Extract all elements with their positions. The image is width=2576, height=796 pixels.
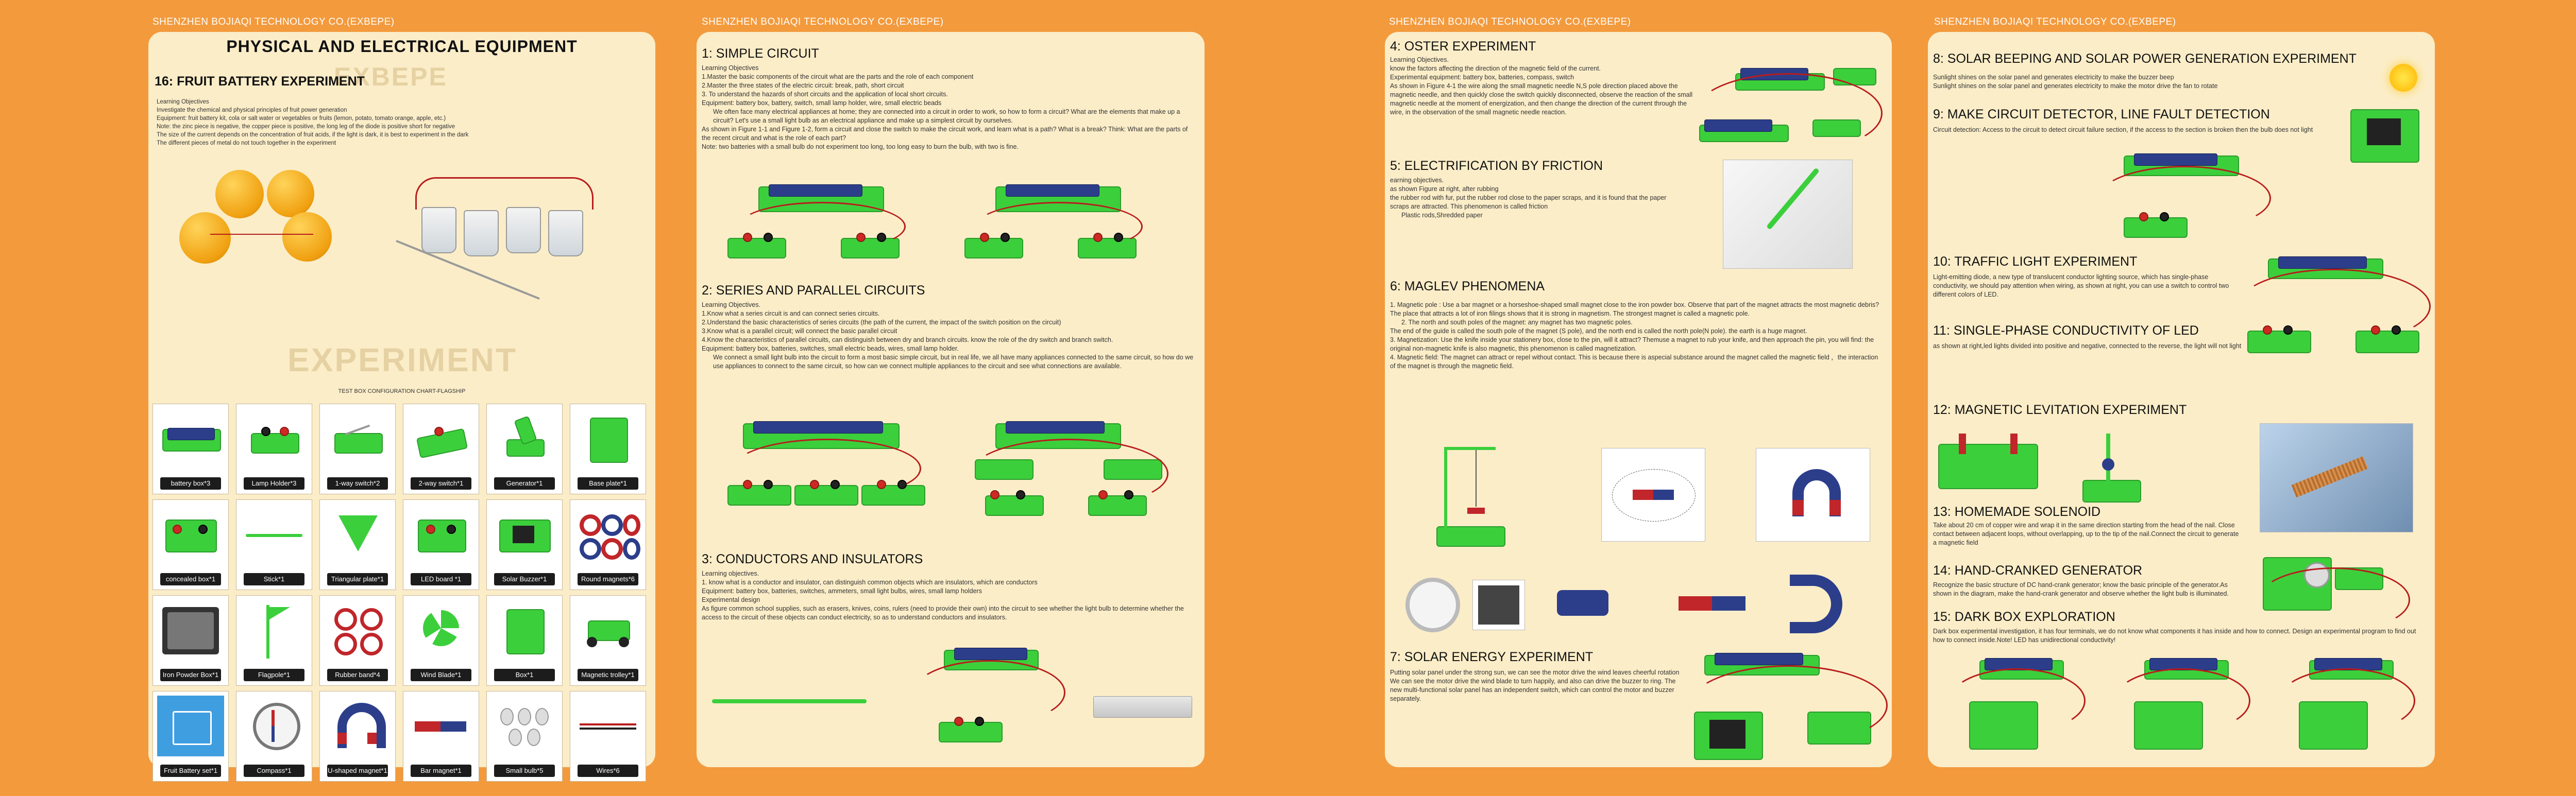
item-card: Compass*1 <box>236 691 312 782</box>
company-name-3: SHENZHEN BOJIAQI TECHNOLOGY CO.(EXBEPE) <box>1389 16 1631 27</box>
iron-powder-photo <box>1472 580 1525 630</box>
config-chart-title: TEST BOX CONFIGURATION CHART-FLAGSHIP <box>338 388 466 394</box>
section-title-15: 15: DARK BOX EXPLORATION <box>1933 610 2115 624</box>
item-card: LED board *1 <box>403 499 479 590</box>
section-2-text: Learning Objectives. 1.Know what a series circuit is and can connect series circuits. 2.Understand the basic characteristics of series circuits (the path of the current, the impact of the switch position on the circuit) 3.Know what is a parallel circuit; will connect the basic parallel circuit 4.Know the characteristics of parallel circuits, can distinguish between dry and branch circuits. know the role of the dry switch and branch switch. Equipment: battery box, batteries, switches, small electric beads, wires, small lamp holder. We connect a small light bulb into the circuit to form a most basic simple circuit, but in real life, we all have many appliances connected to the same circuit, so how do we use appliances to connect to the same circuit, so how can we connect multiple appliances to the circuit and see what connections are available. <box>702 301 1194 370</box>
section-7-text: Putting solar panel under the strong sun, we can see the motor drive the wind leaves cheerful rotation We can see the motor drive the wind blade to turn happily, and also can drive the buzzer to ring. The new multi-functional solar panel has an independent switch, which can control the motor and buzzer separately. <box>1390 669 1680 702</box>
bar-magnet-photo <box>1679 596 1745 611</box>
watermark-logo: EXBEPE <box>334 62 448 91</box>
panel-advanced <box>1928 32 2435 767</box>
section-title-4: 4: OSTER EXPERIMENT <box>1390 39 1536 54</box>
friction-photo <box>1723 160 1853 269</box>
section-title-16: 16: FRUIT BATTERY EXPERIMENT <box>155 74 365 89</box>
section-title-7: 7: SOLAR ENERGY EXPERIMENT <box>1390 650 1594 664</box>
section-8-text: Sunlight shines on the solar panel and generates electricity to make the buzzer beep Sunlight shines on the solar panel and generates electricity to make the motor drive the fan to rotate <box>1933 74 2218 90</box>
item-card: Magnetic trolley*1 <box>570 595 646 686</box>
page-title: PHYSICAL AND ELECTRICAL EQUIPMENT <box>226 37 578 56</box>
compass-photo <box>1405 578 1460 632</box>
panel-magnetism <box>1385 32 1892 767</box>
item-card: Iron Powder Box*1 <box>152 595 229 686</box>
item-card: Wind Blade*1 <box>403 595 479 686</box>
panel-circuits <box>697 32 1205 767</box>
section-4-text: Learning Objectives. know the factors affecting the direction of the magnetic field of the current. Experimental equipment: battery box, batteries, compass, switch As shown in Figure 4-1 the wire along the small magnetic needle N,S pole direction placed above the magnetic needle, and then quickly close the switch quickly disconnected, observe the reaction of the small magnetic needle at the moment of energization, and then change the direction of the current through the wire, in the observation of the small magnetic needle reaction. <box>1390 56 1693 116</box>
item-card: battery box*3 <box>152 404 229 494</box>
section-10-text: Light-emitting diode, a new type of translucent conductor lighting source, which has single-phase conductivity, we should pay attention when wiring, as shown at right, you can use a switch to control two different colors of LED. <box>1933 273 2229 298</box>
section-11-text: as shown at right,led lights divided into positive and negative, connected to the reverse, the light will not light <box>1933 342 2242 350</box>
item-card: Box*1 <box>486 595 563 686</box>
section-title-5: 5: ELECTRIFICATION BY FRICTION <box>1390 159 1603 173</box>
section-title-11: 11: SINGLE-PHASE CONDUCTIVITY OF LED <box>1933 323 2199 338</box>
section-14-text: Recognize the basic structure of DC hand-crank generator; know the basic principle of the generator.As shown in the diagram, make the hand-crank generator and observe whether the light bulb is illuminated. <box>1933 581 2229 597</box>
magnet-car-photo <box>1557 590 1608 616</box>
section-title-10: 10: TRAFFIC LIGHT EXPERIMENT <box>1933 254 2138 269</box>
section-15-text: Dark box experimental investigation, it has four terminals, we do not know what components it has inside and how to connect. Design an experimental program to find out how to connect inside.Note! LED has unidirectional conductivity! <box>1933 628 2416 644</box>
item-card: Base plate*1 <box>570 404 646 494</box>
item-card: Small bulb*5 <box>486 691 563 782</box>
section-title-9: 9: MAKE CIRCUIT DETECTOR, LINE FAULT DETECTION <box>1933 107 2270 122</box>
company-name-1: SHENZHEN BOJIAQI TECHNOLOGY CO.(EXBEPE) <box>152 16 395 27</box>
item-card: Round magnets*6 <box>570 499 646 590</box>
company-name-4: SHENZHEN BOJIAQI TECHNOLOGY CO.(EXBEPE) <box>1934 16 2176 27</box>
section-9-text: Circuit detection: Access to the circuit to detect circuit failure section, if the access to the section is broken then the bulb does not light <box>1933 126 2313 133</box>
watermark-experiment: EXPERIMENT <box>287 341 518 378</box>
solenoid-photo <box>2260 423 2413 532</box>
section-title-6: 6: MAGLEV PHENOMENA <box>1390 279 1545 293</box>
section-title-3: 3: CONDUCTORS AND INSULATORS <box>702 552 923 566</box>
section-1-text: Learning Objectives 1.Master the basic components of the circuit what are the parts and the role of each component 2.Master the three states of the electric circuit: break, path, short circuit 3. To understand the hazards of short circuits and the application of local short circuits. Equipment: battery box, battery, switch, small lamp holder, wire, small electric beads We often face many electrical appliances at home; they are connected into a circuit in order to work, so how to form a circuit? What are the elements that make up a circuit? Let's use a small light bulb as an electrical appliance and make up a simplest circuit by ourselves. As shown in Figure 1-1 and Figure 1-2, form a circuit and close the switch to make the circuit work, and learn what is a path? What is a break? Think: What are the parts of the recent circuit and what is the role of each part? Note: two batteries with a small bulb do not experiment too long, too long easy to burn the bulb, with two is fine. <box>702 64 1188 150</box>
sun-icon <box>2389 64 2417 92</box>
item-card: Triangular plate*1 <box>319 499 396 590</box>
section-title-1: 1: SIMPLE CIRCUIT <box>702 46 819 61</box>
item-card: Generator*1 <box>486 404 563 494</box>
company-name-2: SHENZHEN BOJIAQI TECHNOLOGY CO.(EXBEPE) <box>702 16 944 27</box>
panel-fruit-battery <box>148 32 655 774</box>
section-title-13: 13: HOMEMADE SOLENOID <box>1933 505 2101 519</box>
u-magnet-photo <box>1790 575 1842 633</box>
section-title-12: 12: MAGNETIC LEVITATION EXPERIMENT <box>1933 403 2187 417</box>
item-card: 1-way switch*2 <box>319 404 396 494</box>
magnetic-field-diagram-2 <box>1756 448 1870 542</box>
section-3-text: Learning objectives. 1. know what is a conductor and insulator, can distinguish common objects which are insulators, which are conductors Equipment: battery box, batteries, switches, ammeters, small light bulbs, wires, small lamp holders Experimental design As figure common school supplies, such as erasers, knives, coins, rulers (need to provide their own) into the circuit to see whether the light bulb to determine whether the access to the circuit of these objects can conduct electricity, so as to understand conductors and insulators. <box>702 570 1184 621</box>
section-13-text: Take about 20 cm of copper wire and wrap it in the same direction starting from the head of the nail. Close contact between adjacent loops, without overlapping, up to the tip of the nail.Connect the circuit to generate a magnetic field <box>1933 522 2239 546</box>
section-title-14: 14: HAND-CRANKED GENERATOR <box>1933 563 2143 578</box>
section-6-text: 1. Magnetic pole : Use a bar magnet or a horseshoe-shaped small magnet close to the iron powder box. Observe that part of the magnet attracts the most magnetic debris?The place that attracts a lot of iron filings shows that it is strong in magnetism. The strongest magnet is called a magnetic pole. 2. The north and south poles of the magnet: any magnet has two magnetic poles. The end of the guide is called the south pole of the magnet (S pole), and the north end is called the north pole(N pole). the earth is a huge magnet. 3. Magnetization: Use the knife inside your stationery box, close to the pin, will it attract? Themuse a magnet to rub your knife, and then approach the pin, you will find: the original non-magnetic knife is also magnetic, this phenomenon is called magnetization. 4. Magnetic field: The magnet can attract or repel without contact. This is because there is aspecial substance around the magnet called the magnetic field ，the interaction of the magnet is through the magnetic field. <box>1390 301 1879 370</box>
item-card: Solar Buzzer*1 <box>486 499 563 590</box>
item-card: concealed box*1 <box>152 499 229 590</box>
item-card: Flagpole*1 <box>236 595 312 686</box>
section-title-2: 2: SERIES AND PARALLEL CIRCUITS <box>702 283 925 298</box>
item-card: 2-way switch*1 <box>403 404 479 494</box>
item-card: U-shaped magnet*1 <box>319 691 396 782</box>
item-card: Wires*6 <box>570 691 646 782</box>
section-5-text: earning objectives. as shown Figure at right, after rubbing the rubber rod with fur, put the rubber rod close to the paper scraps, and it is found that the paper scraps are attracted. This phenomenon is called friction Plastic rods,Shredded paper <box>1390 177 1667 219</box>
item-card: Lamp Holder*3 <box>236 404 312 494</box>
magnetic-field-diagram-1 <box>1601 448 1705 542</box>
section-title-8: 8: SOLAR BEEPING AND SOLAR POWER GENERATION EXPERIMENT <box>1933 51 2357 66</box>
item-card: Bar magnet*1 <box>403 691 479 782</box>
section-16-text: Learning Objectives Investigate the chemical and physical principles of fruit power generation Equipment: fruit battery kit, cola or salt water or vegetables or fruits (lemon, potato, tomato orange, apple, etc.) Note: the zinc piece is negative, the copper piece is positive, the long leg of the diode is positive short for negative The size of the current depends on the concentration of fruit acids, if the light is dark, it is best to experiment in the dark The different pieces of metal do not touch together in the experiment <box>157 99 469 146</box>
item-card: Rubber band*4 <box>319 595 396 686</box>
item-card: Stick*1 <box>236 499 312 590</box>
item-card: Fruit Battery set*1 <box>152 691 229 782</box>
